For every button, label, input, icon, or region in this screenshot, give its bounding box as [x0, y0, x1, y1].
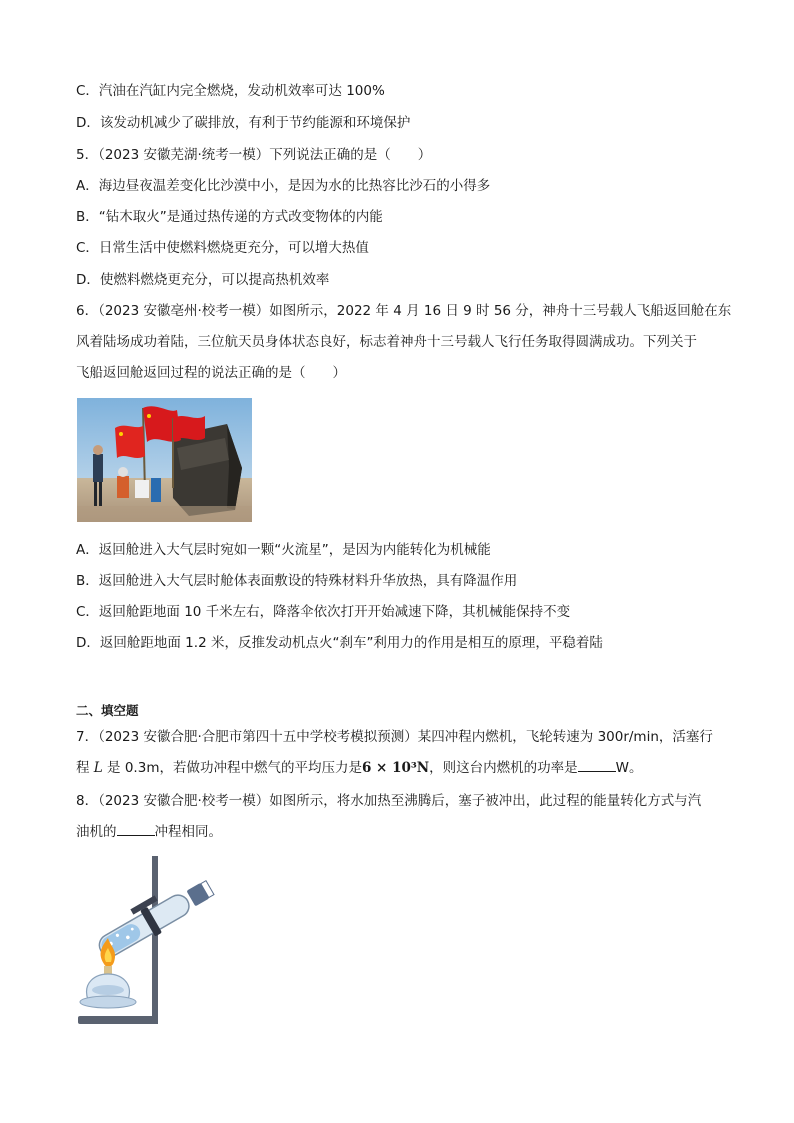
capsule-landing-photo	[77, 398, 252, 522]
test-tube-apparatus-figure	[74, 852, 224, 1028]
q6-stem-line1: 6．（2023 安徽亳州·校考一模）如图所示，2022 年 4 月 16 日 9 时 56 分，神舟十三号载人飞船返回舱在东	[76, 303, 732, 319]
q5-option-c: C．日常生活中使燃料燃烧更充分，可以增大热值	[76, 240, 369, 256]
q5-option-d: D．使燃料燃烧更充分，可以提高热机效率	[76, 272, 330, 288]
q4-option-d: D．该发动机减少了碳排放，有利于节约能源和环境保护	[76, 115, 411, 131]
q6-option-b: B．返回舱进入大气层时舱体表面敷设的特殊材料升华放热，具有降温作用	[76, 573, 518, 589]
q8-stem-line2	[76, 823, 222, 841]
q8-text-a: 油机的	[76, 824, 117, 840]
q8-answer-blank[interactable]	[117, 823, 155, 836]
q7-stem-line1: 7．（2023 安徽合肥·合肥市第四十五中学校考模拟预测）某四冲程内燃机，飞轮转速为 300r/min，活塞行	[76, 729, 713, 745]
q4-option-c: C．汽油在汽缸内完全燃烧，发动机效率可达 100%	[76, 83, 385, 99]
q8-stem-line1: 8．（2023 安徽合肥·校考一模）如图所示，将水加热至沸腾后，塞子被冲出，此过程的能量转化方式与汽	[76, 793, 702, 809]
section-fill-in: 二、填空题	[76, 703, 139, 718]
q7-text-b: 是 0.3m，若做功冲程中燃气的平均压力是	[102, 760, 362, 776]
q6-stem-line2: 风着陆场成功着陆，三位航天员身体状态良好，标志着神舟十三号载人飞行任务取得圆满成功。下列关于	[76, 334, 697, 350]
q6-stem-line3: 飞船返回舱返回过程的说法正确的是（ ）	[76, 365, 346, 381]
q7-answer-blank[interactable]	[578, 759, 616, 772]
q5-option-b: B．“钻木取火”是通过热传递的方式改变物体的内能	[76, 209, 383, 225]
q6-option-c: C．返回舱距地面 10 千米左右，降落伞依次打开开始减速下降，其机械能保持不变	[76, 604, 571, 620]
q7-text-a: 程	[76, 760, 94, 776]
q7-stem-line2	[76, 759, 642, 777]
q7-text-d: W。	[615, 760, 643, 776]
q6-option-d: D．返回舱距地面 1.2 米，反推发动机点火“刹车”利用力的作用是相互的原理，平稳着陆	[76, 635, 603, 651]
q5-stem: 5．（2023 安徽芜湖·统考一模）下列说法正确的是（ ）	[76, 147, 432, 163]
q5-option-a: A．海边昼夜温差变化比沙漠中小，是因为水的比热容比沙石的小得多	[76, 178, 491, 194]
q6-option-a: A．返回舱进入大气层时宛如一颗“火流星”，是因为内能转化为机械能	[76, 542, 491, 558]
q7-symbol-l: L	[93, 760, 103, 776]
q7-force-value: 6 × 10³N	[361, 760, 430, 776]
q7-text-c: ，则这台内燃机的功率是	[429, 760, 578, 776]
q8-text-b: 冲程相同。	[154, 824, 222, 840]
